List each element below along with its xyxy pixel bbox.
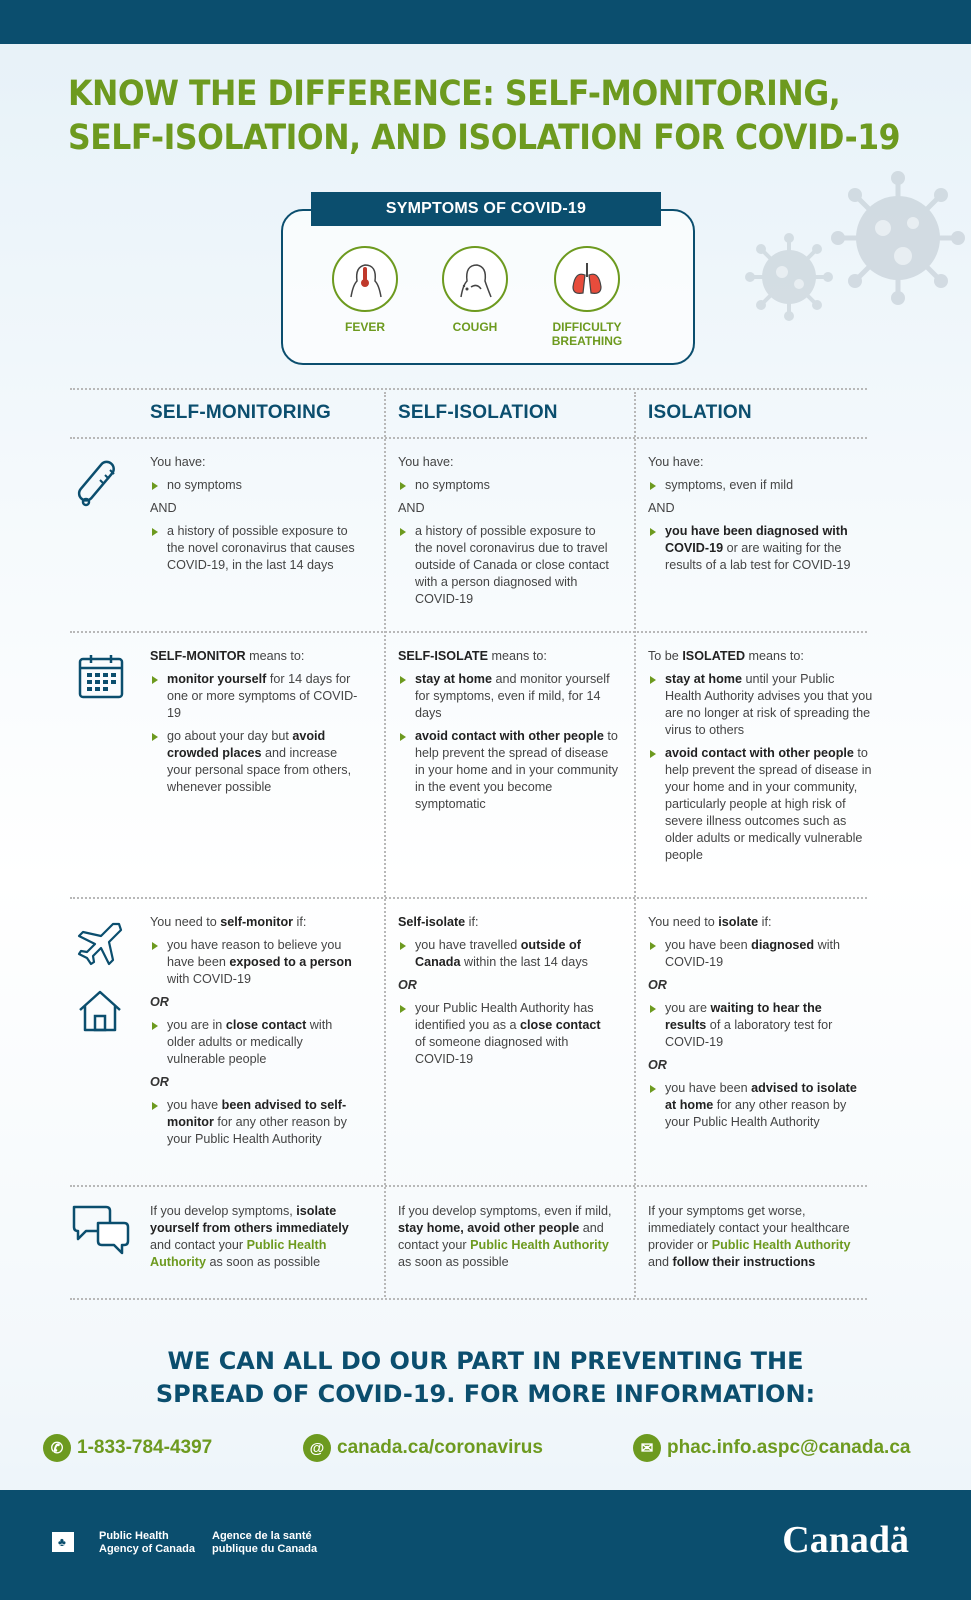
divider xyxy=(70,631,867,633)
bullet: monitor yourself for 14 days for one or more symptoms of COVID-19 xyxy=(150,671,360,722)
virus-illustration-large xyxy=(828,168,968,308)
calendar-icon xyxy=(77,652,125,700)
row3-self-monitoring xyxy=(150,914,360,1154)
and-label: AND xyxy=(150,501,177,515)
footer xyxy=(0,1490,971,1600)
row3-isolation xyxy=(648,914,863,1137)
bullet: stay at home and monitor yourself for symptoms, even if mild, for 14 days xyxy=(398,671,620,722)
or-label: OR xyxy=(648,978,667,992)
thermometer-icon xyxy=(76,458,126,510)
intro: To be ISOLATED means to: xyxy=(648,649,804,663)
bullet: symptoms, even if mild xyxy=(648,477,868,494)
row3-self-isolation xyxy=(398,914,613,1074)
call-to-action xyxy=(0,1345,971,1411)
agency-name-en xyxy=(99,1530,195,1556)
row2-isolation xyxy=(648,648,873,870)
agency-name-fr xyxy=(212,1530,317,1556)
symptoms-heading: SYMPTOMS OF COVID-19 xyxy=(311,192,661,226)
you-have-label: You have: xyxy=(398,455,454,469)
bullet: you have been advised to isolate at home for any other reason by your Public Health Authority xyxy=(648,1080,863,1131)
advice-text: If you develop symptoms, isolate yourself from others immediately and contact your Public Health Authority as soon as possible xyxy=(150,1204,349,1269)
bullet: your Public Health Authority has identified you as a close contact of someone diagnosed with COVID-19 xyxy=(398,1000,613,1068)
bullet: you are waiting to hear the results of a laboratory test for COVID-19 xyxy=(648,1000,863,1051)
intro: SELF-ISOLATE means to: xyxy=(398,649,547,663)
contact-phone[interactable] xyxy=(43,1434,212,1462)
symptom-label: DIFFICULTY BREATHING xyxy=(551,320,623,348)
cta-line-2: SPREAD OF COVID-19. FOR MORE INFORMATION: xyxy=(155,1380,816,1408)
fever-icon xyxy=(332,246,398,312)
row1-self-monitoring xyxy=(150,454,355,580)
row1-isolation xyxy=(648,454,868,580)
you-have-label: You have: xyxy=(150,455,206,469)
symptom-fever xyxy=(315,246,415,334)
lungs-icon xyxy=(554,246,620,312)
canada-flag-icon: ♣ xyxy=(43,1532,83,1552)
title-line-1: KNOW THE DIFFERENCE: SELF-MONITORING, xyxy=(68,74,841,114)
phone-number[interactable]: 1-833-784-4397 xyxy=(77,1437,213,1458)
chat-bubbles-icon xyxy=(70,1203,132,1255)
advice-text: If your symptoms get worse, immediately contact your healthcare provider or Public Health Authority and follow their instructions xyxy=(648,1204,851,1269)
agency-en-line: Agency of Canada xyxy=(99,1543,195,1555)
at-sign-icon: @ xyxy=(303,1434,331,1462)
contact-email[interactable] xyxy=(633,1434,910,1462)
divider xyxy=(70,1185,867,1187)
top-banner xyxy=(0,0,971,44)
web-link[interactable]: canada.ca/coronavirus xyxy=(337,1437,543,1458)
bullet: you have been advised to self-monitor for any other reason by your Public Health Authority xyxy=(150,1097,360,1148)
symptom-label: FEVER xyxy=(344,320,385,334)
or-label: OR xyxy=(398,978,417,992)
advice-text: If you develop symptoms, even if mild, stay home, avoid other people and contact your Public Health Authority as soon as possible xyxy=(398,1204,612,1269)
email-link[interactable]: phac.info.aspc@canada.ca xyxy=(667,1437,911,1458)
bullet: no symptoms xyxy=(398,477,616,494)
house-icon xyxy=(76,988,124,1034)
agency-fr-line: Agence de la santé xyxy=(212,1530,312,1542)
row4-self-isolation xyxy=(398,1203,613,1277)
canada-wordmark: Canadä xyxy=(782,1519,909,1561)
bullet: you have been diagnosed with COVID-19 or are waiting for the results of a lab test for COVID-19 xyxy=(648,523,868,574)
agency-en-line: Public Health xyxy=(99,1530,169,1542)
or-label: OR xyxy=(150,1075,169,1089)
bullet: you have reason to believe you have been exposed to a person with COVID-19 xyxy=(150,937,360,988)
page-title xyxy=(68,72,901,160)
row4-isolation xyxy=(648,1203,853,1277)
bullet: stay at home until your Public Health Authority advises you that you are no longer at risk of spreading the virus to others xyxy=(648,671,873,739)
symptom-difficulty-breathing xyxy=(537,246,637,348)
intro: SELF-MONITOR means to: xyxy=(150,649,305,663)
bullet: you have been diagnosed with COVID-19 xyxy=(648,937,863,971)
column-divider xyxy=(634,392,636,1297)
header-isolation: ISOLATION xyxy=(648,402,752,423)
row2-self-isolation xyxy=(398,648,620,819)
title-line-2: SELF-ISOLATION, AND ISOLATION FOR COVID-19 xyxy=(68,118,901,158)
bullet: a history of possible exposure to the novel coronavirus due to travel outside of Canada or close contact with a person diagnosed with COVID-19 xyxy=(398,523,616,608)
bullet: you are in close contact with older adults or medically vulnerable people xyxy=(150,1017,360,1068)
and-label: AND xyxy=(398,501,425,515)
or-label: OR xyxy=(648,1058,667,1072)
intro: You need to isolate if: xyxy=(648,915,772,929)
phone-icon: ✆ xyxy=(43,1434,71,1462)
you-have-label: You have: xyxy=(648,455,704,469)
row4-self-monitoring xyxy=(150,1203,362,1277)
virus-illustration-small xyxy=(744,232,834,322)
symptom-cough xyxy=(425,246,525,334)
cta-line-1: WE CAN ALL DO OUR PART IN PREVENTING THE xyxy=(167,1347,804,1375)
row2-self-monitoring xyxy=(150,648,360,802)
bullet: no symptoms xyxy=(150,477,355,494)
and-label: AND xyxy=(648,501,675,515)
bullet: go about your day but avoid crowded places and increase your personal space from others, whenever possible xyxy=(150,728,360,796)
divider xyxy=(70,897,867,899)
divider xyxy=(70,388,867,390)
header-self-monitoring: SELF-MONITORING xyxy=(150,402,332,423)
or-label: OR xyxy=(150,995,169,1009)
cough-icon xyxy=(442,246,508,312)
column-divider xyxy=(384,392,386,1297)
contact-web[interactable] xyxy=(303,1434,543,1462)
envelope-icon: ✉ xyxy=(633,1434,661,1462)
header-self-isolation: SELF-ISOLATION xyxy=(398,402,558,423)
intro: You need to self-monitor if: xyxy=(150,915,307,929)
airplane-icon xyxy=(75,918,125,968)
bullet: a history of possible exposure to the novel coronavirus that causes COVID-19, in the last 14 days xyxy=(150,523,355,574)
bullet: you have travelled outside of Canada within the last 14 days xyxy=(398,937,613,971)
bullet: avoid contact with other people to help prevent the spread of disease in your home and in your community, particularly people at high risk of severe illness outcomes such as older adults or medically vulnerable people xyxy=(648,745,873,864)
agency-fr-line: publique du Canada xyxy=(212,1543,318,1555)
divider xyxy=(70,1298,867,1300)
symptom-label: COUGH xyxy=(452,320,498,334)
bullet: avoid contact with other people to help prevent the spread of disease in your home and in your community in the event you become symptomatic xyxy=(398,728,620,813)
divider xyxy=(70,437,867,439)
row1-self-isolation xyxy=(398,454,616,614)
intro: Self-isolate if: xyxy=(398,915,479,929)
